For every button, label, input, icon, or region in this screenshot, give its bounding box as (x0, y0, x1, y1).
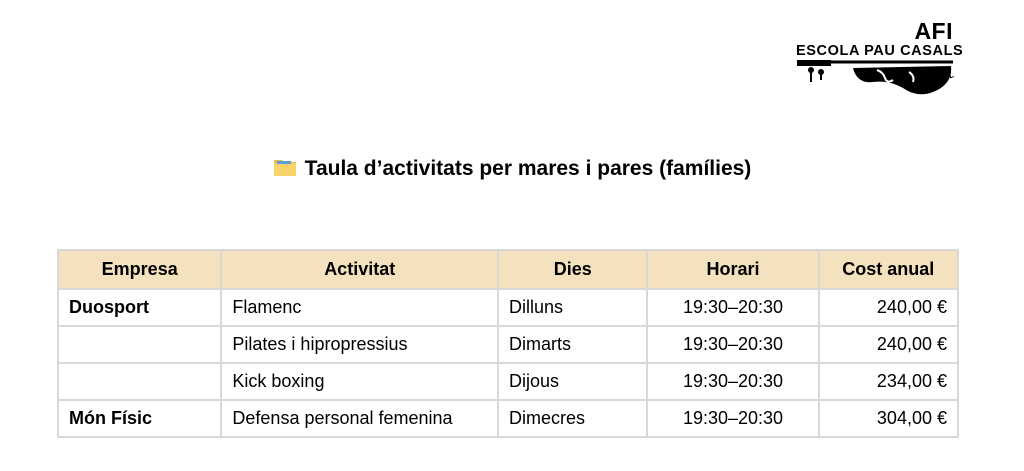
cell-activitat: Defensa personal femenina (221, 400, 498, 437)
table-row (58, 289, 958, 326)
logo-acronym: AFI (914, 18, 953, 44)
cell-cost: 240,00 € (819, 326, 958, 363)
afi-logo (793, 18, 963, 102)
cell-empresa (58, 363, 221, 400)
header-cost: Cost anual (819, 250, 958, 289)
folder-icon (273, 157, 297, 177)
activities-table (57, 249, 959, 438)
cell-activitat: Pilates i hipropressius (221, 326, 498, 363)
cell-dies: Dilluns (498, 289, 648, 326)
header-activitat: Activitat (221, 250, 498, 289)
logo-city: SABADELL (907, 70, 956, 95)
table-row (58, 363, 958, 400)
cell-empresa: Duosport (58, 289, 221, 326)
cell-empresa: Món Físic (58, 400, 221, 437)
cell-horari: 19:30–20:30 (647, 289, 818, 326)
cell-horari: 19:30–20:30 (647, 326, 818, 363)
cell-cost: 234,00 € (819, 363, 958, 400)
page-title-text: Taula d’activitats per mares i pares (famílies) (304, 157, 752, 180)
cell-dies: Dimecres (498, 400, 648, 437)
header-horari: Horari (647, 250, 818, 289)
cell-cost: 240,00 € (819, 289, 958, 326)
table-row (58, 400, 958, 437)
table-header-row (58, 250, 958, 289)
cell-horari: 19:30–20:30 (647, 363, 818, 400)
header-empresa: Empresa (58, 250, 221, 289)
cell-empresa (58, 326, 221, 363)
cell-activitat: Kick boxing (221, 363, 498, 400)
cell-cost: 304,00 € (819, 400, 958, 437)
cell-activitat: Flamenc (221, 289, 498, 326)
header-dies: Dies (498, 250, 648, 289)
page-title (0, 157, 1024, 181)
cell-dies: Dijous (498, 363, 648, 400)
logo-school-name: ESCOLA PAU CASALS (796, 43, 964, 59)
cell-dies: Dimarts (498, 326, 648, 363)
table-row (58, 326, 958, 363)
cell-horari: 19:30–20:30 (647, 400, 818, 437)
